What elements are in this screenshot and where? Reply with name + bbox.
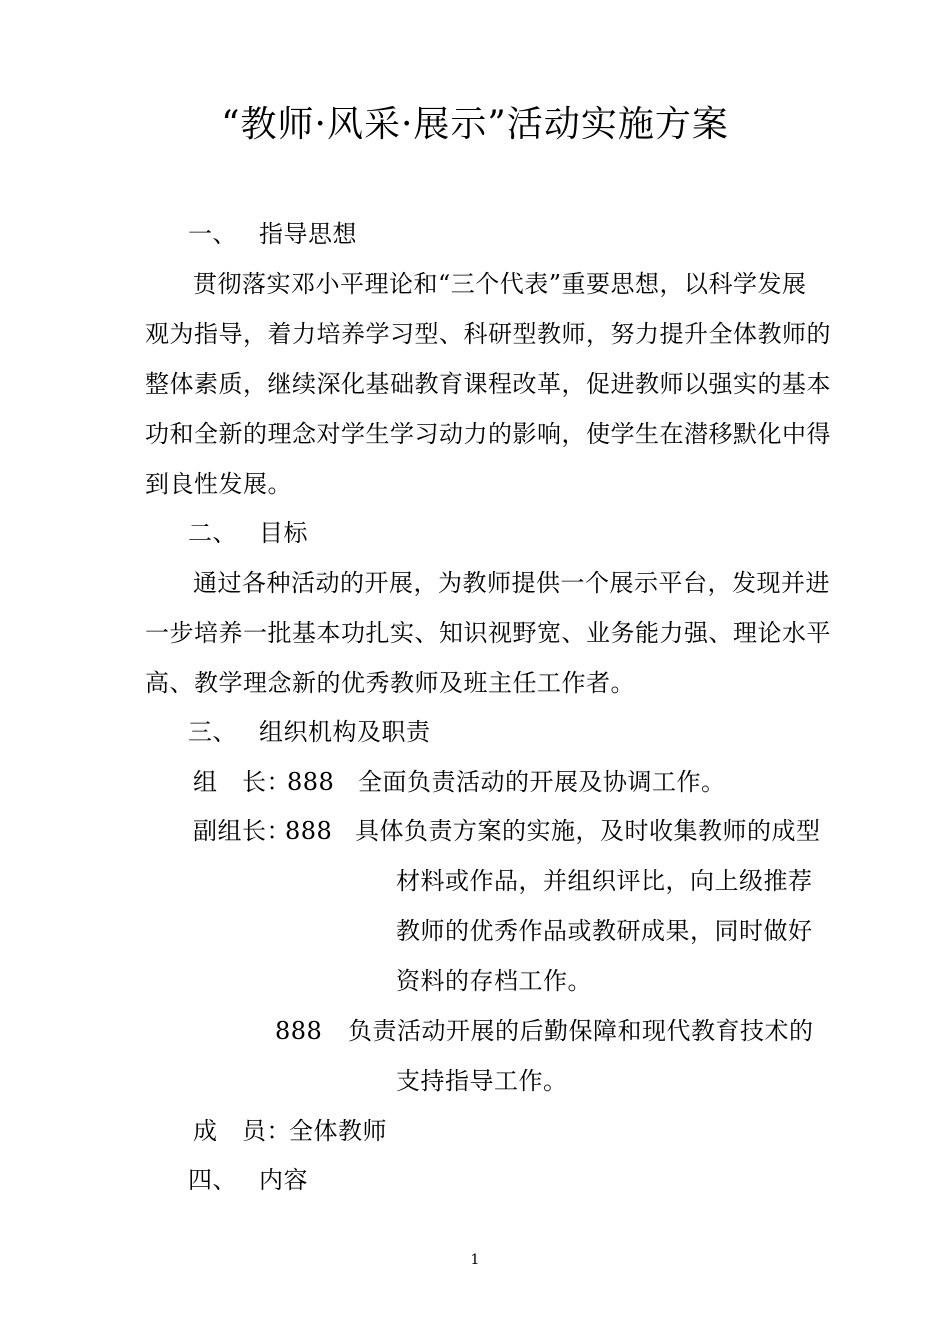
deputy-duty-line: 具体负责方案的实施，及时收集教师的成型 [355,817,821,845]
paragraph-line: 贯彻落实邓小平理论和“三个代表”重要思想，以科学发展 [193,270,807,298]
section-heading-1 [188,216,357,252]
paragraph-line: 观为指导，着力培养学习型、科研型教师，努力提升全体教师的 [145,320,831,348]
leader-label: 组 长： [193,768,291,796]
section-number: 四、 [188,1166,237,1194]
section-title: 指导思想 [259,220,357,248]
deputy-duty-line: 材料或作品，并组织评比，向上级推荐 [396,867,813,895]
section-number: 一、 [188,220,237,248]
leader-duty: 全面负责活动的开展及协调工作。 [358,768,726,796]
section-heading-4 [188,1162,308,1198]
third-member-duty-line: 支持指导工作。 [396,1067,568,1095]
members-label: 成 员： [193,1117,291,1145]
deputy-label: 副组长： [193,817,291,845]
paragraph-line: 到良性发展。 [145,470,292,498]
page-number: 1 [470,1252,480,1268]
third-member-duty-line: 负责活动开展的后勤保障和现代教育技术的 [348,1017,814,1045]
deputy-duty-line: 资料的存档工作。 [396,967,592,995]
deputy-name: 888 [285,817,333,845]
leader-name: 888 [287,768,335,796]
section-title: 组织机构及职责 [259,718,431,746]
section-heading-3 [188,714,431,750]
section-heading-2 [188,515,308,551]
section-title: 目标 [259,519,308,547]
members-value: 全体教师 [289,1117,387,1145]
paragraph-line: 高、教学理念新的优秀教师及班主任工作者。 [145,669,635,697]
paragraph-line: 通过各种活动的开展，为教师提供一个展示平台，发现并进 [193,569,830,597]
section-title: 内容 [259,1166,308,1194]
section-number: 三、 [188,718,237,746]
paragraph-line: 功和全新的理念对学生学习动力的影响，使学生在潜移默化中得 [145,420,831,448]
third-member-name: 888 [275,1017,323,1045]
section-number: 二、 [188,519,237,547]
document-title: “教师·风采·展示”活动实施方案 [221,104,729,145]
deputy-duty-line: 教师的优秀作品或教研成果，同时做好 [396,917,813,945]
paragraph-line: 一步培养一批基本功扎实、知识视野宽、业务能力强、理论水平 [145,619,831,647]
paragraph-line: 整体素质，继续深化基础教育课程改革，促进教师以强实的基本 [145,370,831,398]
